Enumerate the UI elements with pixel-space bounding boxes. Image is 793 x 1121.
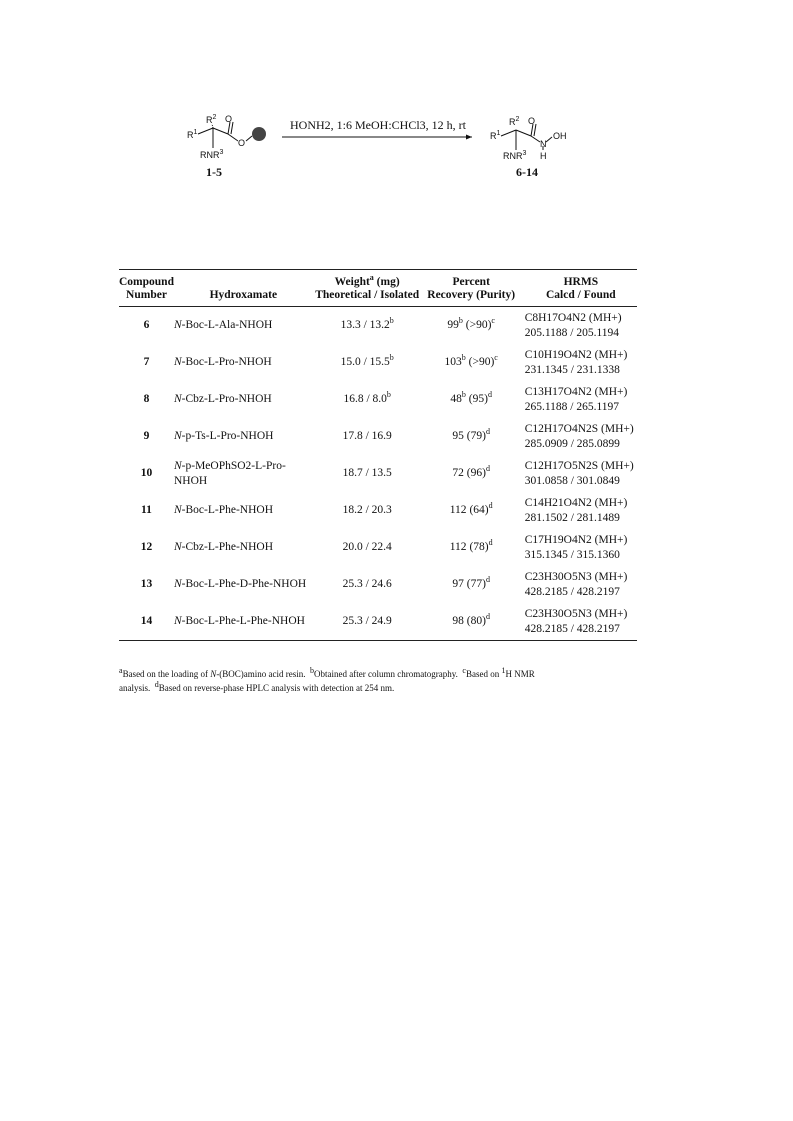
table-footnotes [119,667,639,695]
hrms-cell [521,603,637,641]
mass: 285.0909 / 285.0899 [524,437,620,450]
hydroxamate-cell: N-Boc-L-Pro-NHOH [173,356,272,368]
table-row [119,566,637,603]
resin-bead-icon [252,127,266,141]
weight-cell: 13.3 / 13.2$^b$ [340,316,394,331]
reactant-label: 1-5 [206,165,222,179]
weight-cell: 18.7 / 13.5 [342,467,392,479]
table-row [119,344,637,381]
table-row [119,529,637,566]
recovery-cell: 99$^b$ (>90)$^c$ [447,316,495,331]
weight-cell: 16.8 / 8.0$^b$ [343,390,391,405]
formula: C12H17O5N2S (MH+) [524,459,634,472]
product-oh-label: OH [553,131,567,141]
rnr3-label: RNR$^3$ [200,149,224,160]
formula: C17H19O4N2 (MH+) [524,533,628,546]
compound-number-cell: 10 [140,467,153,479]
product-o-label: O [528,116,536,126]
product-label: 6-14 [516,165,538,179]
formula: C14H21O4N2 (MH+) [524,496,628,509]
footnote-line-1: $^a$Based on the loading of N-(BOC)amino acid resin. $^b$Obtained after column chromatography. $^c$Based on $^1$H NMR [119,666,535,679]
recovery-cell: 48$^b$ $(95)^d$ [450,390,492,405]
weight-cell: 17.8 / 16.9 [342,430,392,442]
table-body [119,307,637,641]
ester-o-label: O [238,138,246,148]
hrms-cell [521,455,637,492]
table-row [119,455,637,492]
hrms-cell [521,418,637,455]
footnote-line-2: analysis. $^d$Based on reverse-phase HPLC analysis with detection at 254 nm. [119,680,395,693]
recovery-cell: 95 $(79)^d$ [452,427,490,442]
product-rnr3-label: RNR$^3$ [503,150,527,161]
formula: C23H30O5N3 (MH+) [524,607,628,620]
hrms-cell [521,492,637,529]
formula: C10H19O4N2 (MH+) [524,348,628,361]
hydroxamate-cell: N-Cbz-L-Phe-NHOH [173,541,273,553]
recovery-cell: 97 $(77)^d$ [452,575,490,590]
mass: 428.2185 / 428.2197 [524,585,620,598]
product-h-label: H [540,151,547,161]
r1-label: $R^1$ [187,129,198,140]
header-hrms: HRMS Calcd / Found [546,276,616,301]
table-row [119,381,637,418]
compound-number-cell: 8 [143,393,150,405]
reagents-text: HONH2, 1:6 MeOH:CHCl3, 12 h, rt [290,118,466,132]
hydroxamate-cell: N-Boc-L-Phe-NHOH [173,504,273,516]
product-r2-label: $R^2$ [509,116,520,127]
reaction-scheme [0,0,793,200]
compound-number-cell: 6 [143,319,150,331]
hydroxamate-cell: N-p-MeOPhSO2-L-Pro-NHOH [173,459,286,487]
hydroxamate-cell: N-Cbz-L-Pro-NHOH [173,393,272,405]
formula: C8H17O4N2 (MH+) [524,311,622,324]
header-hydroxamate: Hydroxamate [209,289,278,301]
r2-label: $R^2$ [206,114,217,125]
hrms-cell [521,566,637,603]
recovery-cell: 103$^b$ (>90)$^c$ [444,353,498,368]
header-compound: Compound Number [119,276,174,301]
table-row [119,418,637,455]
weight-cell: 18.2 / 20.3 [342,504,392,516]
table-row [119,492,637,529]
results-table-container [119,269,637,641]
compound-number-cell: 7 [143,356,150,368]
formula: C13H17O4N2 (MH+) [524,385,628,398]
product-r1-label: $R^1$ [490,130,501,141]
carbonyl-o-label: O [225,114,233,124]
mass: 281.1502 / 281.1489 [524,511,620,524]
hrms-cell [521,529,637,566]
mass: 231.1345 / 231.1338 [524,363,620,376]
recovery-cell: 112 $(78)^d$ [449,538,493,553]
recovery-cell: 112 $(64)^d$ [449,501,493,516]
arrowhead-icon [466,135,472,140]
mass: 301.0858 / 301.0849 [524,474,620,487]
mass: 428.2185 / 428.2197 [524,622,620,635]
header-recovery: Percent Recovery (Purity) [427,276,516,301]
compound-number-cell: 13 [140,578,153,590]
weight-cell: 25.3 / 24.6 [342,578,392,590]
results-table [119,269,637,641]
product-n-label: N [540,139,547,149]
recovery-cell: 72 $(96)^d$ [452,464,490,479]
mass: 265.1188 / 265.1197 [524,400,620,413]
formula: C23H30O5N3 (MH+) [524,570,628,583]
weight-cell: 15.0 / 15.5$^b$ [340,353,394,368]
table-row [119,307,637,345]
table-header-row [119,270,637,307]
mass: 205.1188 / 205.1194 [524,326,620,339]
hrms-cell [521,344,637,381]
mass: 315.1345 / 315.1360 [524,548,620,561]
formula: C12H17O4N2S (MH+) [524,422,634,435]
header-weight: Weight$^a$ (mg) Theoretical / Isolated [315,273,420,301]
hrms-cell [521,381,637,418]
hydroxamate-cell: N-Boc-L-Phe-D-Phe-NHOH [173,578,307,590]
weight-cell: 25.3 / 24.9 [342,615,392,627]
hrms-cell [521,307,637,345]
compound-number-cell: 12 [140,541,153,553]
recovery-cell: 98 $(80)^d$ [452,612,490,627]
hydroxamate-cell: N-p-Ts-L-Pro-NHOH [173,430,274,442]
weight-cell: 20.0 / 22.4 [342,541,392,553]
compound-number-cell: 11 [141,504,152,516]
table-row [119,603,637,641]
compound-number-cell: 14 [140,615,153,627]
hydroxamate-cell: N-Boc-L-Phe-L-Phe-NHOH [173,615,305,627]
hydroxamate-cell: N-Boc-L-Ala-NHOH [173,319,273,331]
compound-number-cell: 9 [143,430,150,442]
